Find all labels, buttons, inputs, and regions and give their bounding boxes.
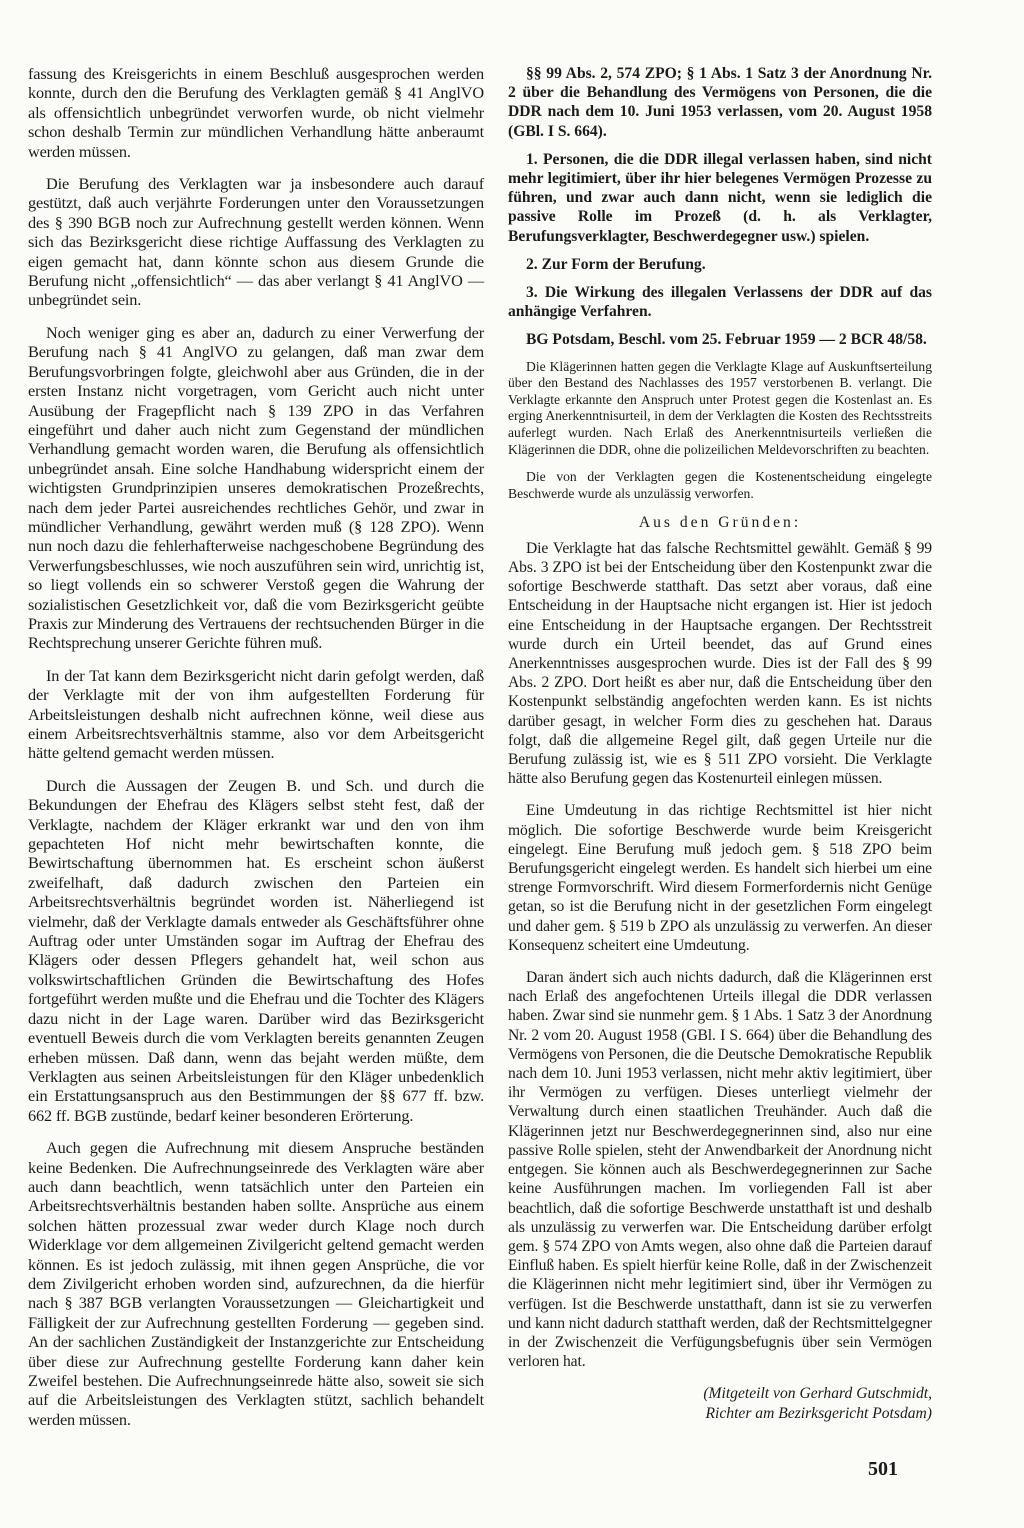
right-column xyxy=(508,64,932,1423)
reasons-paragraph-1: Die Verklagte hat das falsche Rechtsmittel gewählt. Gemäß § 99 Abs. 3 ZPO ist bei der Entscheidung über den Kostenpunkt zwar die sofortige Beschwerde statthaft. Das setzt aber voraus, daß eine Entscheidung in der Hauptsache nicht ergangen ist. Hier ist jedoch eine Entscheidung in der Hauptsache ergangen. Der Rechtsstreit wurde durch ein Urteil beendet, das auf Grund eines Anerkenntnisses ausgesprochen wurde. Dies ist der Fall des § 99 Abs. 2 ZPO. Dort heißt es aber nur, daß die Entscheidung über den Kostenpunkt selbständig angefochten werden kann. Es ist nichts darüber gesagt, in welcher Form dies zu geschehen hat. Daraus folgt, daß die allgemeine Regel gilt, daß gegen Urteile nur die Berufung zulässig ist, wie es § 511 ZPO vorsieht. Die Verklagte hätte also Berufung gegen das Kostenurteil einlegen müssen. xyxy=(508,539,932,788)
left-paragraph-5: Durch die Aussagen der Zeugen B. und Sch. und durch die Bekundungen der Ehefrau des Klägers selbst steht fest, daß der Verklagte, nachdem der Kläger erkrankt war und den von ihm gepachteten Hof nicht mehr bewirtschaften konnte, die Bewirtschaftung übernommen hat. Es erscheint schon äußerst zweifelhaft, daß dadurch zwischen den Parteien ein Arbeitsrechtsverhältnis begründet worden ist. Näherliegend ist vielmehr, daß der Verklagte damals entweder als Geschäftsführer ohne Auftrag oder unter Umständen sogar im Auftrag der Ehefrau des Klägers oder dessen Pflegers gehandelt hat, weil schon aus volkswirtschaftlichen Gründen die Bewirtschaftung des Hofes fortgeführt werden mußte und die Ehefrau und die Tochter des Klägers dazu nicht in der Lage waren. Darüber wird das Bezirksgericht eventuell Beweis durch die vom Verklagten bereits genannten Zeugen erheben müssen. Daß dann, wenn das bejaht werden müßte, dem Verklagten aus seinen Arbeitsleistungen für den Kläger unbedenklich ein Erstattungsanspruch aus den Bestimmungen der §§ 677 ff. bzw. 662 ff. BGB zustünde, bedarf keiner besonderen Erörterung. xyxy=(28,775,484,1125)
headnote-1: 1. Personen, die die DDR illegal verlassen haben, sind nicht mehr legitimiert, über ihr hier belegenes Vermögen Prozesse zu führen, und zwar auch dann nicht, wenn sie lediglich die passive Rolle im Prozeß (d. h. als Verklagter, Berufungsverklagter, Beschwerdegegner usw.) spielen. xyxy=(508,150,932,245)
facts-paragraph-2: Die von der Verklagten gegen die Kostenentscheidung eingelegte Beschwerde wurde als unzulässig verworfen. xyxy=(508,469,932,501)
facts-paragraph-1: Die Klägerinnen hatten gegen die Verklagte Klage auf Auskunftserteilung über den Bestand des Nachlasses des 1957 verstorbenen B. verlangt. Die Verklagte erkannte den Anspruch unter Protest gegen die Kostenlast an. Es erging Anerkenntnisurteil, in dem der Verklagten die Kosten des Rechtsstreits auferlegt wurden. Nach Erlaß des Anerkenntnisurteils verließen die Klägerinnen die DDR, ohne die polizeilichen Meldevorschriften zu beachten. xyxy=(508,358,932,457)
reasons-paragraph-2: Eine Umdeutung in das richtige Rechtsmittel ist hier nicht möglich. Die sofortige Beschwerde wurde beim Kreisgericht eingelegt. Eine Berufung muß jedoch gem. § 518 ZPO beim Berufungsgericht eingelegt werden. Es handelt sich hierbei um eine strenge Formvorschrift. Wird diesem Formerfordernis nicht Genüge getan, so ist die Berufung nicht in der gesetzlichen Form eingelegt und daher gem. § 519 b ZPO als unzulässig zu verwerfen. An dieser Konsequenz scheitert eine Umdeutung. xyxy=(508,802,932,954)
left-paragraph-6: Auch gegen die Aufrechnung mit diesem Anspruche beständen keine Bedenken. Die Aufrechnungseinrede des Verklagten wäre aber auch dann beachtlich, wenn tatsächlich unter den Parteien ein Arbeitsrechtsverhältnis bestanden haben sollte. Ansprüche aus einem solchen hätten prozessual zwar weder durch Klage noch durch Widerklage vor dem allgemeinen Zivilgericht geltend gemacht werden können. Es ist jedoch zulässig, mit ihnen gegen Ansprüche, die vor dem Zivilgericht erhoben worden sind, aufzurechnen, da die hierfür nach § 387 BGB verlangten Voraussetzungen — Gleichartigkeit und Fälligkeit der zur Aufrechnung gestellten Forderung — gegeben sind. An der sachlichen Zuständigkeit der Instanzgerichte zur Entscheidung über diese zur Aufrechnung gestellte Forderung kann daher kein Zweifel bestehen. Die Aufrechnungseinrede hätte also, soweit sie sich auf die Arbeitsleistungen des Verklagten stützt, sachlich behandelt werden müssen. xyxy=(28,1138,484,1429)
attribution-line-2: Richter am Bezirksgericht Potsdam) xyxy=(705,1404,932,1422)
reasons-paragraph-3: Daran ändert sich auch nichts dadurch, daß die Klägerinnen erst nach Erlaß des angefochtenen Urteils illegal die DDR verlassen haben. Zwar sind sie nunmehr gem. § 1 Abs. 1 Satz 3 der Anordnung Nr. 2 vom 20. August 1958 (GBl. I S. 664) über die Behandlung des Vermögens von Personen, die die Deutsche Demokratische Republik nach dem 10. Juni 1953 verlassen, nicht mehr aktiv legitimiert, über ihr Vermögen zu verfügen. Dieses unterliegt vielmehr der Verwaltung durch einen staatlichen Treuhänder. Auch daß die Klägerinnen jetzt nur Beschwerdegegnerinnen sind, also nur eine passive Rolle spielen, steht der Anwendbarkeit der Anordnung nicht entgegen. Sie können auch als Beschwerdegegnerinnen zur Sache keine Ausführungen machen. Im vorliegenden Fall ist aber beachtlich, daß die sofortige Beschwerde unstatthaft ist und deshalb als unzulässig zu verwerfen war. Die Entscheidung darüber erfolgt gem. § 574 ZPO von Amts wegen, also ohne daß die Parteien darauf Einfluß haben. Es spielt hierfür keine Rolle, daß in der Zwischenzeit die Klägerinnen nicht mehr legitimiert sind, über ihr Vermögen zu verfügen. Ist die Beschwerde unstatthaft, dann ist sie zu verwerfen und kann nicht dadurch statthaft werden, daß der Rechtsmittelgegner in der Zwischenzeit die Verfügungsbefugnis über sein Vermögen verloren hat. xyxy=(508,969,932,1371)
attribution-line-1: (Mitgeteilt von Gerhard Gutschmidt, xyxy=(703,1385,932,1403)
left-paragraph-2: Die Berufung des Verklagten war ja insbesondere auch darauf gestützt, daß auch verjährte Forderungen unter den Voraussetzungen des § 390 BGB noch zur Aufrechnung gestellt werden können. Wenn sich das Bezirksgericht diese richtige Auffassung des Verklagten zu eigen gemacht hat, dann könnte schon aus diesem Grunde die Berufung nicht „offensichtlich“ — das aber verlangt § 41 AnglVO — unbegründet sein. xyxy=(28,174,484,310)
court-citation: BG Potsdam, Beschl. vom 25. Februar 1959 — 2 BCR 48/58. xyxy=(526,331,927,349)
reasons-heading: Aus den Gründen: xyxy=(638,514,802,532)
left-paragraph-4: In der Tat kann dem Bezirksgericht nicht darin gefolgt werden, daß der Verklagte mit der von ihm aufgestellten Forderung für Arbeitsleistungen deshalb nicht aufrechnen könne, weil diese aus einem Arbeitsrechtsverhältnis stamme, also vor dem Arbeitsgericht hätte geltend gemacht werden müssen. xyxy=(28,665,484,763)
statute-heading: §§ 99 Abs. 2, 574 ZPO; § 1 Abs. 1 Satz 3 der Anordnung Nr. 2 über die Behandlung des Vermögens von Personen, die die DDR nach dem 10. Juni 1953 verlassen, vom 20. August 1958 (GBl. I S. 664). xyxy=(508,65,932,140)
page-number: 501 xyxy=(868,1458,898,1480)
headnote-block xyxy=(508,64,932,350)
left-column xyxy=(28,64,484,1442)
attribution xyxy=(508,1384,932,1422)
left-paragraph-3: Noch weniger ging es aber an, dadurch zu einer Verwerfung der Berufung nach § 41 AnglVO zu gelangen, daß man zwar dem Berufungsvorbringen folgte, gleichwohl aber aus Gründen, die in der ersten Instanz nicht vorgetragen, vom Gericht auch nicht unter Ausübung der Fragepflicht nach § 139 ZPO in das Verfahren eingeführt und daher auch nicht zum Gegenstand der mündlichen Verhandlung gemacht worden waren, die Berufung als offensichtlich unbegründet ansah. Eine solche Handhabung widerspricht einem der wichtigsten Grundprinzipien unseres demokratischen Prozeßrechts, nach dem jeder Partei ausreichendes rechtliches Gehör, und zwar in mündlicher Verhandlung, gewährt werden muß (§ 128 ZPO). Wenn nun noch dazu die fehlerhafterweise nachgeschobene Begründung des Verwerfungsbeschlusses, wie noch auszuführen sein wird, unrichtig ist, so liegt vollends ein so schwerer Verstoß gegen die Wahrung der sozialistischen Gesetzlichkeit vor, daß die vom Bezirksgericht geübte Praxis zur Minderung des Vertrauens der rechtsuchenden Bürger in die Rechtsprechung unserer Gerichte führen muß. xyxy=(28,322,484,653)
headnote-3: 3. Die Wirkung des illegalen Verlassens der DDR auf das anhängige Verfahren. xyxy=(508,284,932,321)
left-paragraph-1: fassung des Kreisgerichts in einem Beschluß ausgesprochen werden konnte, durch den die Berufung des Verklagten gemäß § 41 AnglVO als offensichtlich unbegründet verworfen wurde, ob nicht vielmehr schon deshalb Termin zur mündlichen Verhandlung hätte anberaumt werden müssen. xyxy=(28,64,484,161)
headnote-2: 2. Zur Form der Berufung. xyxy=(526,255,706,273)
